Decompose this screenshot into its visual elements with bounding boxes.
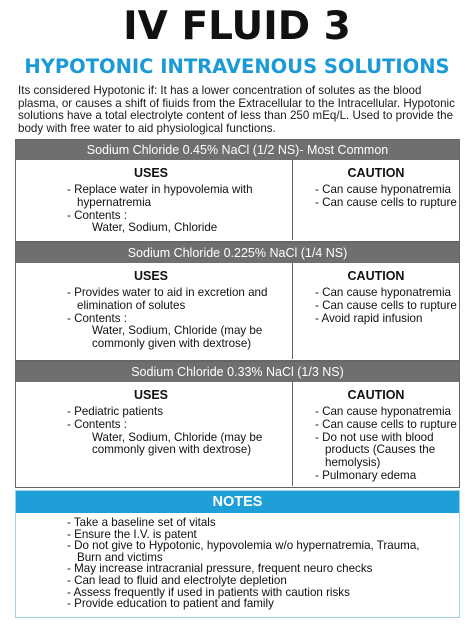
list-item: - Pediatric patients [67, 405, 164, 418]
uses-column [16, 382, 293, 486]
list-item: Burn and victims [77, 550, 163, 564]
list-item: - Can lead to fluid and electrolyte depletion [67, 573, 287, 587]
list-item: - Pulmonary edema [315, 468, 417, 482]
list-item: - Take a baseline set of vitals [67, 516, 216, 529]
list-item: - Can cause cells to rupture [315, 417, 457, 431]
list-item: - May increase intracranial pressure, frequent neuro checks [67, 562, 373, 576]
list-item: - Provide education to patient and family [67, 597, 274, 611]
list-item: - Do not use with blood [315, 430, 434, 444]
list-item: - Avoid rapid infusion [315, 311, 423, 325]
page-title: IV FLUID 3 [123, 4, 351, 49]
list-item: Water, Sodium, Chloride (may be [92, 324, 263, 338]
list-item: - Replace water in hypovolemia with [67, 183, 253, 196]
list-item: - Contents : [67, 208, 127, 222]
uses-heading: USES [133, 269, 169, 283]
caution-column [293, 263, 459, 359]
caution-heading: CAUTION [347, 269, 405, 283]
card-header: Sodium Chloride 0.225% NaCl (1/4 NS) [16, 243, 459, 263]
card-quarter-ns [15, 242, 460, 361]
uses-list [16, 406, 292, 457]
caution-list [293, 287, 459, 325]
card-header: Sodium Chloride 0.33% NaCl (1/3 NS) [16, 362, 459, 382]
list-item: - Can cause hyponatremia [315, 286, 451, 299]
list-item: - Contents : [67, 311, 127, 325]
uses-column [16, 263, 293, 359]
caution-heading: CAUTION [347, 388, 405, 402]
card-header: Sodium Chloride 0.45% NaCl (1/2 NS)- Most Common [16, 140, 459, 160]
list-item: - Do not give to Hypotonic, hypovolemia w/o hypernatremia, Trauma, [67, 539, 420, 553]
list-item: Water, Sodium, Chloride (may be [92, 430, 263, 444]
list-item: elimination of solutes [77, 298, 186, 312]
list-item: - Provides water to aid in excretion and [67, 286, 268, 299]
caution-list [293, 406, 459, 483]
list-item: - Can cause hyponatremia [315, 405, 451, 418]
page-subtitle: HYPOTONIC INTRAVENOUS SOLUTIONS [24, 55, 450, 78]
notes-header: NOTES [16, 491, 459, 513]
list-item: commonly given with dextrose) [92, 337, 252, 351]
list-item: - Contents : [67, 417, 127, 431]
list-item: - Assess frequently if used in patients with caution risks [67, 585, 350, 599]
card-third-ns [15, 361, 460, 488]
uses-heading: USES [133, 388, 169, 402]
uses-column [16, 160, 293, 240]
caution-heading: CAUTION [347, 166, 405, 180]
card-half-ns [15, 139, 460, 242]
list-item: Water, Sodium, Chloride [92, 221, 218, 235]
list-item: - Can cause cells to rupture [315, 298, 457, 312]
list-item: - Can cause cells to rupture [315, 195, 457, 209]
notes-section [15, 490, 460, 618]
list-item: - Ensure the I.V. is patent [67, 527, 197, 541]
list-item: - Can cause hyponatremia [315, 183, 451, 196]
list-item: commonly given with dextrose) [92, 443, 252, 457]
notes-list [16, 513, 459, 610]
list-item: products (Causes the [325, 443, 436, 457]
caution-column [293, 160, 459, 240]
caution-list [293, 184, 459, 210]
uses-list [16, 184, 292, 235]
list-item: hemolysis) [325, 456, 381, 470]
uses-list [16, 287, 292, 351]
caution-column [293, 382, 459, 486]
list-item: hypernatremia [77, 195, 152, 209]
intro-paragraph: Its considered Hypotonic if: It has a lower concentration of solutes as the blood plasma, or causes a shift of fiuids from the Extracellular to the Intracellular. Hypotonic solutions have a total electrolyte content of less than 250 mEq/L. Used to provide the body with free water to aid physiological functions. [18, 84, 455, 135]
uses-heading: USES [133, 166, 169, 180]
